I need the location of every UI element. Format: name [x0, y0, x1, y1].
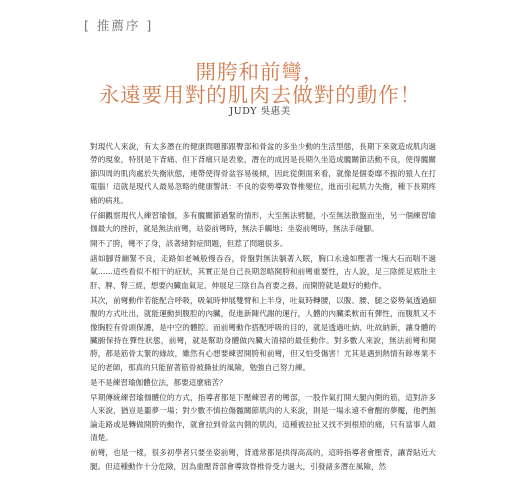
title-line-2: 永遠要用對的肌肉去做對的動作！ — [98, 83, 422, 107]
paragraph: 開不了胯，彎不了身，該著緒對症問題，但惹了問題很多。 — [90, 239, 288, 249]
paragraph: 對現代人來說，有太多潛在的健康問題都跟臀部和骨盆的多坐少動的生活型態，長期下來就造成肌肉過勞的現象，特別是下背痛、但下背痛只是表象，潛在的成因是長期久坐造成髖關節活動不良，使得髖關節四周的肌肉處於失衡狀態，連帶使得骨盆容易後傾，因此從側面來看，就像是個委靡不振的猿人在打電腦！這就是現代人最易忽略的健康警訊：不良的姿勢導致脊椎變位，進而引起肌力失衡，種下長期疼痛的病兆。 — [90, 142, 436, 205]
paragraph: 仔細觀察現代人練習瑜伽，多有髖關節過緊的情形，大至無法劈腿，小至無法散盤而坐，另一個練習瑜伽最大的挫折，就是無法前彎，站姿前彎時，無法手觸地；坐姿前彎時，無法手碰腳。 — [90, 210, 436, 234]
section-label: [ 推薦序 ] — [84, 18, 154, 33]
author-name: JUDY 吳惠美 — [229, 106, 291, 117]
question-line: 是不是練習瑜伽體位法，都要這麼痛苦？ — [90, 377, 227, 387]
body-text — [90, 140, 436, 475]
paragraph: 其次，前彎動作若能配合呼吸，吸氣時伸展雙臂和上半身，吐氣時轉腰，以腹、腰、腿之姿勢氣透過細腹的方式吐出，就能運動到腹腔的內臟，促進新陳代謝的運行，人體的內臟柔軟而有彈性，而腹肌又不像胸腔有骨頭保護，是中空的體腔。而前彎動作搭配呼吸的目的，就是透過吐納、吐故納新，讓身體的臟腑保持在彈性狀態，前彎，就是幫助身體做內臟大清掃的最佳動作。對多數人來說，無法前彎和開胯，都是筋骨太緊的緣故，雖然有心想要練習開胯和前彎，但又怕受傷害！尤其是遇到熱情有餘專業不足的老師，那真的只能留著筋骨被撕扯的風險，勉強自己努力練。 — [90, 295, 436, 372]
paragraph: 前彎，也是一樣，很多初學者只要坐姿前彎，背通常都是拱得高高的，這時指導者會壓背，讓背貼近大腿。但這種動作十分危險，因為重壓背部會導致脊椎骨受力過大，引發諸多潛在風險，然 — [90, 448, 436, 471]
title-line-1: 開胯和前彎， — [195, 60, 325, 84]
paragraph: 早期傳統練習瑜伽體位的方式，指導者都是下壓練習者的彎部，一股作氣打開大腿內側的筋，這對許多人來說，猶豈是噩夢一場；對少數不慎拉傷髖關節肌肉的人來說，則是一場永遠不會醒的夢魘，他們無論走路或是轉做開胯的動作，就會拉到骨盆內側的肌肉，這種被拉扯又找不到根原的痛，只有當事人最清楚。 — [90, 392, 436, 443]
paragraph: 諸如腳背繃緊不良，走路如老喊般慢吞吞，骨盤對無法躺著入眠，胸口永遠如壓著一塊大石而喘不過氣……這些看似不相干的症狀，其實正是自己長期忽略開胯和前彎重要性，古人說，足三陰經足底肚主肝、脾、腎三經，想要內臟血氣足，伸展足三陰自為首要之務，而開胯就是最好的動作。 — [90, 254, 436, 290]
